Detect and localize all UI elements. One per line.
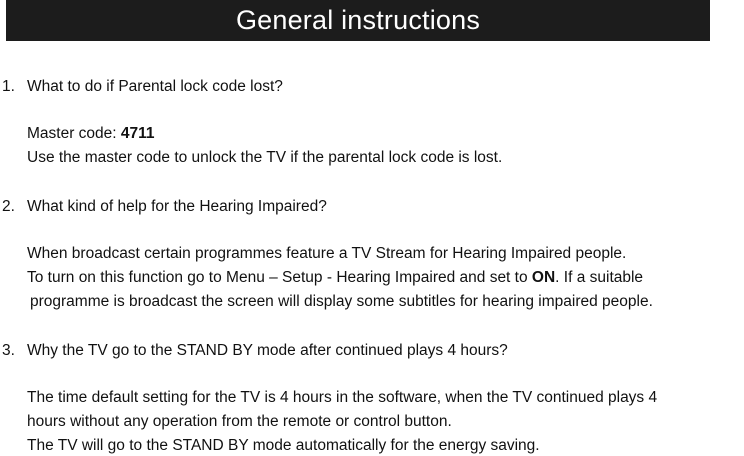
master-code-value: 4711 xyxy=(120,125,155,142)
header-bar xyxy=(6,0,710,41)
section-2-line-1: When broadcast certain programmes feature a TV Stream for Hearing Impaired people. xyxy=(27,245,627,262)
section-3-number: 3. xyxy=(2,342,15,359)
section-2-question: What kind of help for the Hearing Impaired? xyxy=(27,198,327,215)
section-2-number: 2. xyxy=(2,198,15,215)
section-3-line-1: The time default setting for the TV is 4 hours in the software, when the TV continued plays 4 xyxy=(27,389,658,406)
section-2-line-2-before: To turn on this function go to Menu – Setup - Hearing Impaired and set to xyxy=(27,269,532,286)
section-1-line-2: Use the master code to unlock the TV if the parental lock code is lost. xyxy=(27,149,503,166)
section-3-question: Why the TV go to the STAND BY mode after continued plays 4 hours? xyxy=(27,342,508,359)
page-title: General instructions xyxy=(235,5,481,35)
setting-on-value: ON xyxy=(531,269,556,286)
section-3-line-2: hours without any operation from the remote or control button. xyxy=(27,413,452,430)
section-1-master-code xyxy=(27,124,155,144)
master-code-label: Master code: xyxy=(27,125,121,142)
section-2-line-3: programme is broadcast the screen will display some subtitles for hearing impaired people. xyxy=(30,293,653,310)
section-1-question: What to do if Parental lock code lost? xyxy=(27,78,283,95)
section-1-number: 1. xyxy=(2,78,15,95)
section-3-line-3: The TV will go to the STAND BY mode automatically for the energy saving. xyxy=(27,437,540,454)
section-2-line-2 xyxy=(27,268,643,288)
section-2-line-2-after: . If a suitable xyxy=(555,269,644,286)
